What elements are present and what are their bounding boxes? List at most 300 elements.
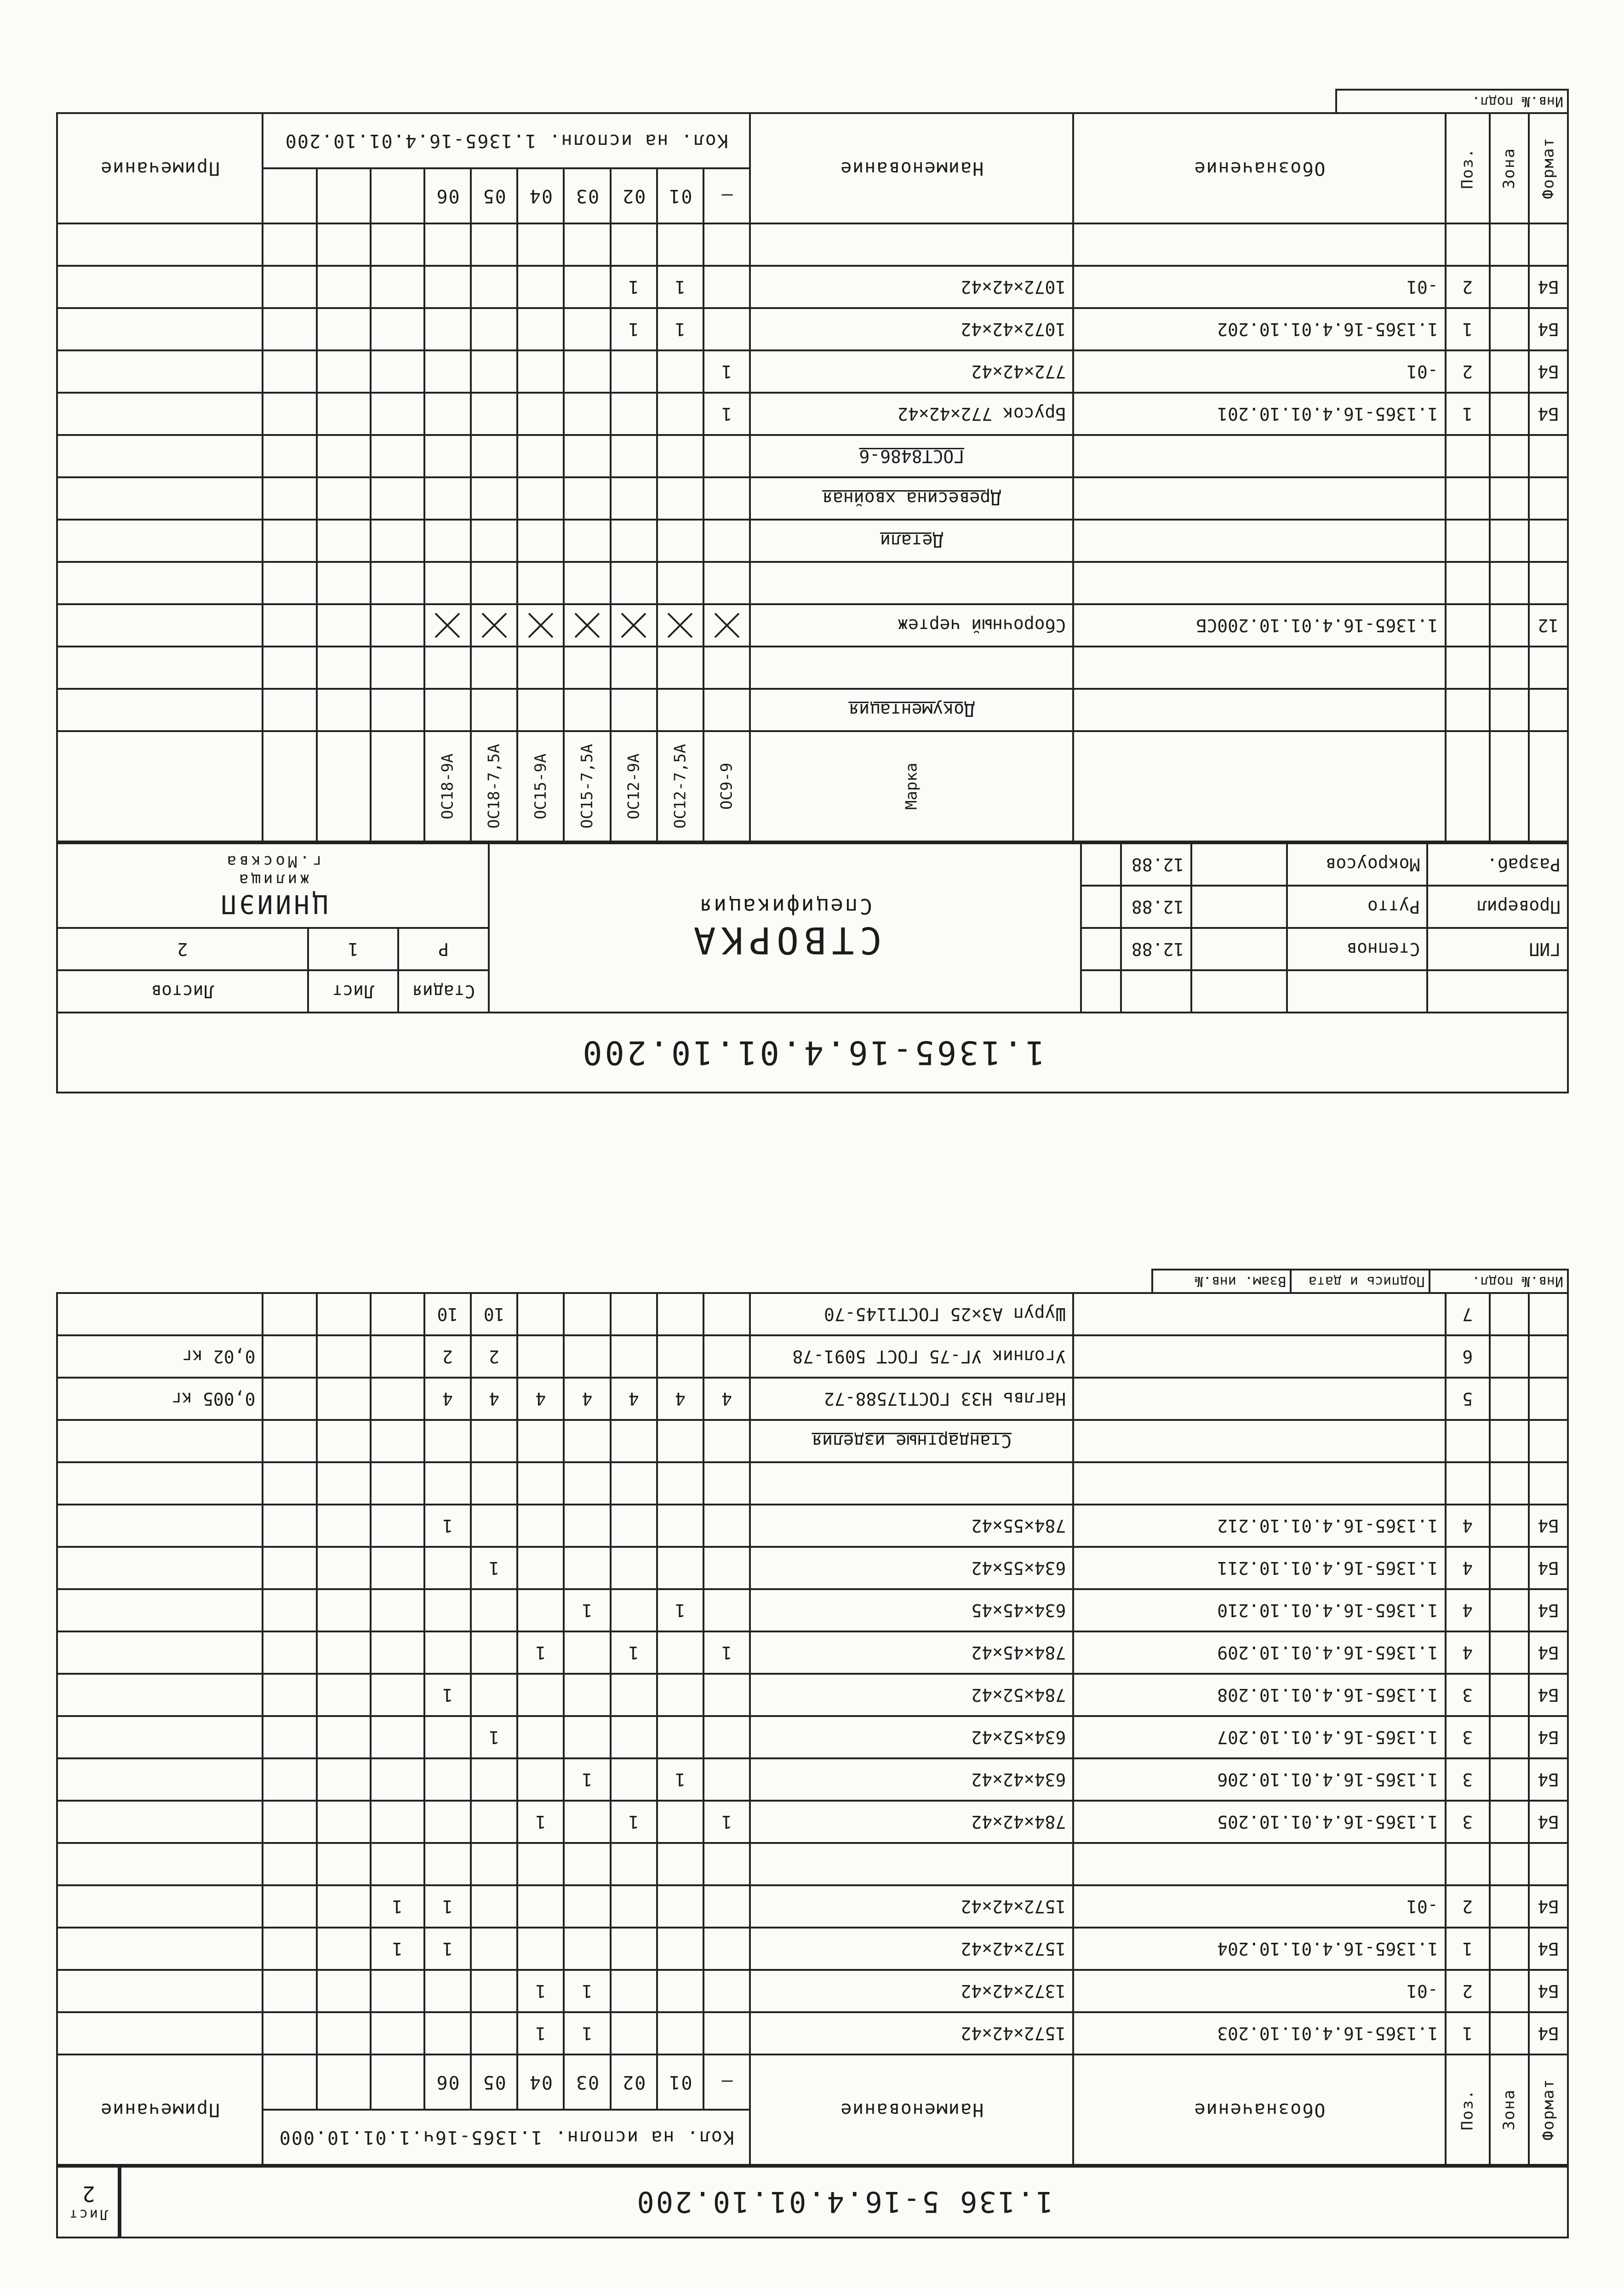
table-row bbox=[57, 1589, 1568, 1631]
row-quantity bbox=[471, 1885, 517, 1928]
row-quantity bbox=[471, 1631, 517, 1674]
row-zone bbox=[1490, 266, 1529, 308]
row-quantity bbox=[564, 1843, 610, 1885]
row-quantity bbox=[471, 266, 517, 308]
row-quantity bbox=[263, 1928, 316, 1970]
row-quantity bbox=[424, 604, 471, 647]
row-quantity bbox=[703, 1885, 750, 1928]
row-quantity bbox=[611, 1674, 657, 1716]
row-quantity bbox=[317, 477, 371, 520]
row-quantity: 1 bbox=[611, 1631, 657, 1674]
row-note bbox=[57, 1885, 263, 1928]
spec-sheet-2 bbox=[56, 1208, 1569, 2238]
row-quantity bbox=[424, 1547, 471, 1589]
row-quantity bbox=[657, 1674, 703, 1716]
row-name: Шуруп А3×25 ГОСТ1145-70 bbox=[750, 1293, 1073, 1335]
row-quantity bbox=[517, 647, 564, 689]
row-quantity bbox=[371, 1420, 424, 1462]
row-quantity bbox=[424, 689, 471, 731]
row-quantity: 2 bbox=[424, 1335, 471, 1378]
row-quantity bbox=[471, 1928, 517, 1970]
marks-empty-cell bbox=[57, 731, 263, 841]
sheets-label: Листов bbox=[57, 970, 308, 1013]
header-name: Наименование bbox=[750, 113, 1073, 223]
row-note bbox=[57, 1589, 263, 1631]
mark-label: ОС9-9 bbox=[703, 731, 750, 841]
signer-cell bbox=[1081, 886, 1121, 928]
row-quantity bbox=[263, 1547, 316, 1589]
sheets-value: 2 bbox=[57, 928, 308, 970]
row-quantity bbox=[611, 1758, 657, 1801]
row-zone bbox=[1490, 2012, 1529, 2054]
spec-table-1-body bbox=[57, 1293, 1568, 2054]
row-quantity bbox=[703, 435, 750, 477]
mark-label bbox=[371, 731, 424, 841]
table-row bbox=[57, 308, 1568, 350]
row-position: 3 bbox=[1446, 1758, 1490, 1801]
row-quantity bbox=[424, 2012, 471, 2054]
row-quantity bbox=[263, 1462, 316, 1505]
row-zone bbox=[1490, 1885, 1529, 1928]
row-zone bbox=[1490, 604, 1529, 647]
variant-col-empty bbox=[371, 2054, 424, 2110]
row-format: Б4 bbox=[1529, 1589, 1568, 1631]
row-quantity bbox=[424, 520, 471, 562]
row-quantity bbox=[703, 647, 750, 689]
row-zone bbox=[1490, 1378, 1529, 1420]
row-quantity bbox=[371, 1758, 424, 1801]
row-quantity: 1 bbox=[424, 1885, 471, 1928]
row-quantity: 2 bbox=[471, 1335, 517, 1378]
mark-label: ОС15-9А bbox=[517, 731, 564, 841]
table-row bbox=[57, 477, 1568, 520]
organization-name: ЦНИИЭП bbox=[218, 889, 328, 919]
row-quantity bbox=[263, 604, 316, 647]
row-quantity: 1 bbox=[371, 1885, 424, 1928]
document-title: СТВОРКА bbox=[688, 919, 882, 962]
row-quantity bbox=[564, 1674, 610, 1716]
row-quantity bbox=[317, 520, 371, 562]
stage-label: Стадия bbox=[398, 970, 489, 1013]
row-note: 0,005 кг bbox=[57, 1378, 263, 1420]
row-quantity bbox=[517, 1928, 564, 1970]
row-quantity bbox=[703, 266, 750, 308]
row-quantity bbox=[611, 393, 657, 435]
row-quantity bbox=[371, 477, 424, 520]
row-quantity bbox=[657, 1293, 703, 1335]
row-quantity bbox=[611, 350, 657, 393]
row-quantity bbox=[657, 1547, 703, 1589]
row-position bbox=[1446, 604, 1490, 647]
row-quantity bbox=[564, 1928, 610, 1970]
row-quantity bbox=[263, 435, 316, 477]
x-mark-icon bbox=[664, 612, 696, 639]
variant-col-01: 01 bbox=[657, 168, 703, 223]
row-quantity bbox=[703, 1674, 750, 1716]
row-designation: -01 bbox=[1073, 266, 1446, 308]
row-quantity bbox=[517, 1885, 564, 1928]
row-quantity bbox=[371, 266, 424, 308]
table-row bbox=[57, 1378, 1568, 1420]
row-note bbox=[57, 604, 263, 647]
row-format: Б4 bbox=[1529, 1758, 1568, 1801]
inventory-strip-cell: Инв.№ подл. bbox=[1472, 93, 1563, 109]
row-quantity bbox=[517, 1843, 564, 1885]
row-quantity bbox=[317, 1335, 371, 1378]
row-position: 2 bbox=[1446, 266, 1490, 308]
row-quantity bbox=[657, 1420, 703, 1462]
row-quantity bbox=[471, 1843, 517, 1885]
row-format bbox=[1529, 520, 1568, 562]
row-quantity bbox=[371, 1716, 424, 1758]
row-quantity bbox=[517, 689, 564, 731]
row-quantity bbox=[703, 1293, 750, 1335]
row-format: Б4 bbox=[1529, 2012, 1568, 2054]
row-position: 1 bbox=[1446, 393, 1490, 435]
header-designation: Обозначение bbox=[1073, 113, 1446, 223]
row-format: Б4 bbox=[1529, 350, 1568, 393]
row-quantity bbox=[317, 1970, 371, 2012]
row-quantity bbox=[317, 604, 371, 647]
row-quantity bbox=[317, 1674, 371, 1716]
table-row bbox=[57, 1631, 1568, 1674]
row-quantity bbox=[611, 562, 657, 604]
row-quantity bbox=[703, 1420, 750, 1462]
row-quantity bbox=[263, 308, 316, 350]
table-row bbox=[57, 393, 1568, 435]
signer-name: Степнов bbox=[1287, 928, 1428, 970]
row-quantity: 1 bbox=[657, 308, 703, 350]
row-name: 1572×42×42 bbox=[750, 1885, 1073, 1928]
row-quantity bbox=[611, 1885, 657, 1928]
row-quantity bbox=[471, 1420, 517, 1462]
row-name bbox=[750, 1462, 1073, 1505]
row-quantity bbox=[471, 1801, 517, 1843]
row-name: 1572×42×42 bbox=[750, 2012, 1073, 2054]
row-position bbox=[1446, 562, 1490, 604]
row-quantity bbox=[471, 1589, 517, 1631]
row-quantity bbox=[517, 393, 564, 435]
marks-row-group bbox=[57, 731, 1568, 841]
row-position: 4 bbox=[1446, 1589, 1490, 1631]
row-quantity bbox=[611, 647, 657, 689]
table-row bbox=[57, 350, 1568, 393]
row-quantity: 1 bbox=[424, 1674, 471, 1716]
row-note bbox=[57, 1547, 263, 1589]
row-quantity bbox=[424, 1716, 471, 1758]
row-note bbox=[57, 266, 263, 308]
row-note bbox=[57, 1716, 263, 1758]
row-quantity bbox=[703, 2012, 750, 2054]
row-quantity bbox=[657, 520, 703, 562]
table-row bbox=[57, 689, 1568, 731]
row-quantity bbox=[564, 223, 610, 266]
row-quantity bbox=[703, 1928, 750, 1970]
row-quantity bbox=[703, 689, 750, 731]
row-designation bbox=[1073, 477, 1446, 520]
mark-label bbox=[317, 731, 371, 841]
row-quantity bbox=[611, 2012, 657, 2054]
row-designation: 1.1365-16.4.01.10.200СБ bbox=[1073, 604, 1446, 647]
row-designation: 1.1365-16.4.01.10.203 bbox=[1073, 2012, 1446, 2054]
row-quantity bbox=[657, 350, 703, 393]
inventory-strip-cell: Инв.№ подл. bbox=[1429, 1270, 1567, 1292]
row-quantity bbox=[371, 520, 424, 562]
row-quantity bbox=[517, 350, 564, 393]
row-quantity bbox=[657, 562, 703, 604]
row-quantity bbox=[471, 647, 517, 689]
table-row bbox=[57, 647, 1568, 689]
row-quantity bbox=[371, 308, 424, 350]
sheet-number: 2 bbox=[80, 2181, 95, 2207]
x-mark-icon bbox=[618, 612, 650, 639]
row-note bbox=[57, 477, 263, 520]
row-quantity bbox=[317, 1631, 371, 1674]
row-quantity: 1 bbox=[657, 1589, 703, 1631]
row-quantity bbox=[703, 1843, 750, 1885]
row-quantity bbox=[471, 308, 517, 350]
signer-signature bbox=[1191, 886, 1287, 928]
row-designation bbox=[1073, 520, 1446, 562]
row-designation: -01 bbox=[1073, 1885, 1446, 1928]
row-quantity: 1 bbox=[371, 1928, 424, 1970]
row-note bbox=[57, 647, 263, 689]
row-quantity bbox=[611, 1547, 657, 1589]
row-note bbox=[57, 2012, 263, 2054]
row-quantity bbox=[564, 689, 610, 731]
row-quantity bbox=[317, 562, 371, 604]
row-quantity: 1 bbox=[564, 1970, 610, 2012]
row-quantity bbox=[371, 1293, 424, 1335]
row-quantity: 1 bbox=[471, 1716, 517, 1758]
sheet-label: Лист bbox=[308, 970, 399, 1013]
table-row bbox=[57, 435, 1568, 477]
row-quantity bbox=[317, 1843, 371, 1885]
row-designation: 1.1365-16.4.01.10.208 bbox=[1073, 1674, 1446, 1716]
row-quantity bbox=[371, 647, 424, 689]
row-note bbox=[57, 1674, 263, 1716]
variant-col-base: — bbox=[703, 2054, 750, 2110]
row-quantity bbox=[263, 1589, 316, 1631]
row-position: 3 bbox=[1446, 1801, 1490, 1843]
table-row bbox=[57, 1970, 1568, 2012]
row-designation bbox=[1073, 435, 1446, 477]
row-quantity: 1 bbox=[517, 1970, 564, 2012]
row-quantity bbox=[657, 689, 703, 731]
inventory-strip-1 bbox=[1151, 1269, 1569, 1292]
row-designation bbox=[1073, 1843, 1446, 1885]
row-quantity bbox=[517, 223, 564, 266]
row-quantity bbox=[263, 1293, 316, 1335]
row-quantity bbox=[371, 350, 424, 393]
row-format bbox=[1529, 689, 1568, 731]
row-quantity bbox=[703, 604, 750, 647]
row-quantity bbox=[371, 1631, 424, 1674]
row-zone bbox=[1490, 1420, 1529, 1462]
row-quantity bbox=[564, 1293, 610, 1335]
row-quantity bbox=[371, 604, 424, 647]
row-quantity bbox=[263, 1885, 316, 1928]
row-quantity bbox=[471, 477, 517, 520]
row-name: 784×42×42 bbox=[750, 1801, 1073, 1843]
row-designation bbox=[1073, 1378, 1446, 1420]
row-quantity bbox=[611, 1505, 657, 1547]
mark-label: ОС18-7,5А bbox=[471, 731, 517, 841]
row-zone bbox=[1490, 1674, 1529, 1716]
row-zone bbox=[1490, 393, 1529, 435]
row-name: Детали bbox=[750, 520, 1073, 562]
row-format bbox=[1529, 223, 1568, 266]
row-zone bbox=[1490, 1589, 1529, 1631]
row-zone bbox=[1490, 562, 1529, 604]
row-quantity: 1 bbox=[564, 1758, 610, 1801]
row-quantity bbox=[424, 1843, 471, 1885]
row-quantity bbox=[564, 520, 610, 562]
row-quantity bbox=[517, 562, 564, 604]
row-quantity bbox=[564, 1505, 610, 1547]
row-quantity bbox=[371, 1462, 424, 1505]
row-format bbox=[1529, 1335, 1568, 1378]
row-name: Наглвь НЗЗ ГОСТ17588-72 bbox=[750, 1378, 1073, 1420]
row-quantity bbox=[263, 1378, 316, 1420]
variant-col-05: 05 bbox=[471, 168, 517, 223]
row-quantity bbox=[317, 647, 371, 689]
table-row bbox=[57, 1547, 1568, 1589]
signer-cell bbox=[1081, 843, 1121, 886]
row-quantity bbox=[263, 266, 316, 308]
row-quantity: 1 bbox=[611, 266, 657, 308]
row-quantity bbox=[564, 477, 610, 520]
row-quantity bbox=[703, 520, 750, 562]
row-quantity bbox=[657, 1716, 703, 1758]
signer-cell bbox=[1121, 970, 1191, 1013]
row-position bbox=[1446, 1843, 1490, 1885]
row-name bbox=[750, 562, 1073, 604]
row-zone bbox=[1490, 1801, 1529, 1843]
row-designation bbox=[1073, 1335, 1446, 1378]
variant-col-empty bbox=[317, 2054, 371, 2110]
row-quantity bbox=[263, 1758, 316, 1801]
row-quantity bbox=[564, 1547, 610, 1589]
row-quantity: 10 bbox=[424, 1293, 471, 1335]
row-format: Б4 bbox=[1529, 1674, 1568, 1716]
row-note bbox=[57, 223, 263, 266]
row-quantity bbox=[703, 308, 750, 350]
row-quantity bbox=[263, 1631, 316, 1674]
row-quantity bbox=[263, 1674, 316, 1716]
row-quantity bbox=[317, 223, 371, 266]
row-note bbox=[57, 1801, 263, 1843]
row-zone bbox=[1490, 520, 1529, 562]
row-quantity: 1 bbox=[611, 308, 657, 350]
signer-date: 12.88 bbox=[1121, 928, 1191, 970]
row-quantity bbox=[517, 1758, 564, 1801]
row-quantity bbox=[703, 1716, 750, 1758]
row-quantity bbox=[424, 1420, 471, 1462]
row-quantity bbox=[471, 393, 517, 435]
row-format: Б4 bbox=[1529, 1631, 1568, 1674]
variant-col-01: 01 bbox=[657, 2054, 703, 2110]
organization-sub: жилища bbox=[236, 870, 309, 889]
row-quantity: 4 bbox=[424, 1378, 471, 1420]
row-quantity bbox=[611, 223, 657, 266]
row-quantity bbox=[263, 477, 316, 520]
row-quantity bbox=[317, 1462, 371, 1505]
row-quantity bbox=[424, 647, 471, 689]
row-name bbox=[750, 223, 1073, 266]
row-quantity bbox=[564, 350, 610, 393]
row-designation: 1.1365-16.4.01.10.209 bbox=[1073, 1631, 1446, 1674]
row-quantity bbox=[424, 562, 471, 604]
row-quantity bbox=[371, 1843, 424, 1885]
row-quantity: 1 bbox=[703, 1631, 750, 1674]
spec-sheet-1 bbox=[56, 13, 1569, 1093]
signer-date: 12.88 bbox=[1121, 886, 1191, 928]
row-quantity: 1 bbox=[611, 1801, 657, 1843]
row-designation: 1.1365-16.4.01.10.201 bbox=[1073, 393, 1446, 435]
row-quantity: 1 bbox=[424, 1505, 471, 1547]
x-mark-icon bbox=[478, 612, 510, 639]
row-quantity bbox=[657, 1631, 703, 1674]
row-quantity bbox=[703, 477, 750, 520]
row-name: 634×42×42 bbox=[750, 1758, 1073, 1801]
row-quantity bbox=[317, 1293, 371, 1335]
row-zone bbox=[1490, 1843, 1529, 1885]
row-note: 0,02 кг bbox=[57, 1335, 263, 1378]
row-zone bbox=[1490, 1293, 1529, 1335]
table-row bbox=[57, 1758, 1568, 1801]
row-quantity bbox=[657, 1462, 703, 1505]
row-quantity bbox=[424, 435, 471, 477]
marks-label: Марка bbox=[750, 731, 1073, 841]
row-quantity bbox=[317, 1928, 371, 1970]
row-name: Брусок 772×42×42 bbox=[750, 393, 1073, 435]
row-zone bbox=[1490, 435, 1529, 477]
row-quantity bbox=[611, 477, 657, 520]
variants-label: Кол. на исполн. 1.1365-16ч.1.01.10.000 bbox=[263, 2110, 750, 2165]
row-name: Документация bbox=[750, 689, 1073, 731]
row-quantity bbox=[611, 1970, 657, 2012]
table-row bbox=[57, 1801, 1568, 1843]
inventory-strip-cell: Взам. инв.№ bbox=[1195, 1273, 1287, 1289]
row-quantity bbox=[564, 435, 610, 477]
row-quantity: 1 bbox=[517, 1631, 564, 1674]
row-quantity bbox=[471, 1758, 517, 1801]
row-quantity bbox=[371, 393, 424, 435]
row-note bbox=[57, 562, 263, 604]
variant-col-04: 04 bbox=[517, 168, 564, 223]
row-quantity bbox=[424, 1589, 471, 1631]
row-quantity bbox=[657, 1928, 703, 1970]
signer-role: ГИП bbox=[1427, 928, 1568, 970]
x-mark-icon bbox=[711, 612, 743, 639]
row-note bbox=[57, 1970, 263, 2012]
table-row bbox=[57, 223, 1568, 266]
row-quantity bbox=[564, 562, 610, 604]
table-row bbox=[57, 2012, 1568, 2054]
row-quantity bbox=[317, 308, 371, 350]
row-quantity bbox=[317, 1505, 371, 1547]
variant-col-base: — bbox=[703, 168, 750, 223]
signer-cell bbox=[1427, 970, 1568, 1013]
header-zone: Зона bbox=[1490, 113, 1529, 223]
row-note bbox=[57, 1843, 263, 1885]
inventory-strip-cell: Подпись и дата bbox=[1290, 1270, 1428, 1292]
row-quantity bbox=[564, 308, 610, 350]
row-format: Б4 bbox=[1529, 1928, 1568, 1970]
row-zone bbox=[1490, 1631, 1529, 1674]
row-zone bbox=[1490, 1716, 1529, 1758]
